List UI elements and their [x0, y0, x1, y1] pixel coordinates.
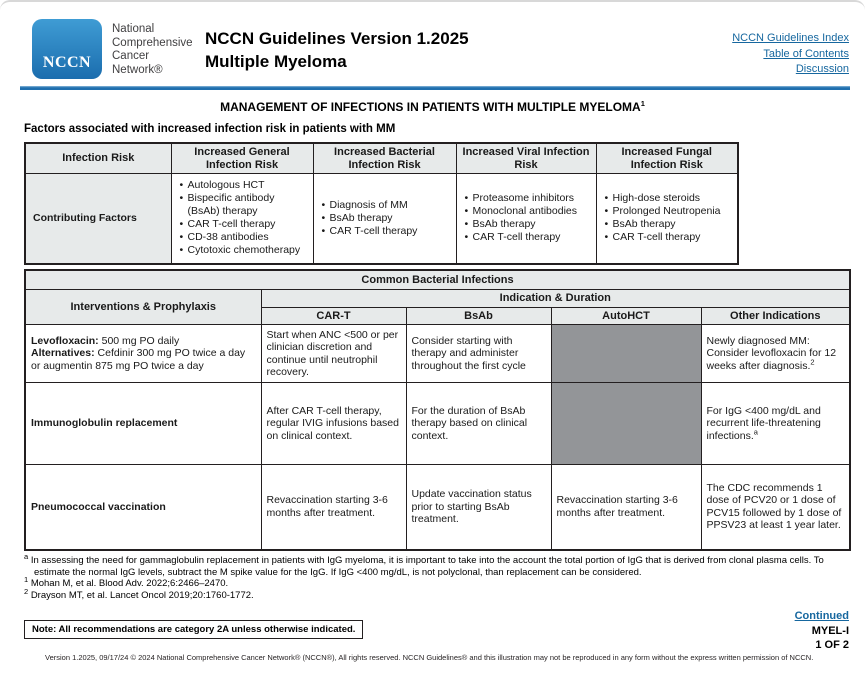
- bullet-item: • CAR T-cell therapy: [321, 225, 451, 238]
- document-title-line2: Multiple Myeloma: [205, 52, 347, 71]
- bacterial-factors-list: [319, 198, 451, 239]
- immunoglobulin-term: Immunoglobulin replacement: [31, 417, 178, 430]
- bullet-item: • Diagnosis of MM: [321, 199, 451, 212]
- section-subtitle: Factors associated with increased infection risk in patients with MM: [24, 123, 396, 135]
- pneumococcal-term: Pneumococcal vaccination: [31, 500, 166, 513]
- cell-general-factors: [171, 174, 313, 264]
- immunoglobulin-row: [25, 383, 850, 465]
- bacterial-infections-table: [24, 269, 851, 551]
- group-header-indication-duration: Indication & Duration: [261, 289, 850, 307]
- bullet-item: • CAR T-cell therapy: [464, 231, 591, 244]
- immunoglobulin-other-text: For IgG <400 mg/dL and recurrent life-threatening infections.: [706, 404, 821, 442]
- link-discussion[interactable]: Discussion: [795, 63, 849, 75]
- cell-levofloxacin-label: [25, 325, 261, 383]
- column-header-other-indications: Other Indications: [701, 307, 850, 325]
- fungal-factors-list: [602, 191, 733, 245]
- contributing-factors-row: [25, 174, 738, 264]
- footnote-1-text: Mohan M, et al. Blood Adv. 2022;6:2466–2470.: [30, 578, 229, 589]
- cell-levofloxacin-other: [701, 325, 850, 383]
- footnote-2-text: Drayson MT, et al. Lancet Oncol 2019;20:1760-1772.: [30, 589, 254, 601]
- nccn-logo: [32, 19, 102, 79]
- column-header-autohct: AutoHCT: [551, 307, 701, 325]
- infection-risk-table: [24, 142, 739, 265]
- cell-immunoglobulin-bsab: For the duration of BsAb therapy based on clinical context.: [406, 383, 551, 465]
- cell-levofloxacin-bsab: Consider starting with therapy and administer throughout the first cycle: [406, 325, 551, 383]
- cell-bacterial-factors: [313, 174, 456, 264]
- footnote-2-marker: 2: [24, 586, 29, 596]
- bullet-item: • Proteasome inhibitors: [464, 192, 591, 205]
- org-name-line: Comprehensive: [112, 36, 193, 49]
- bullet-item: • CAR T-cell therapy: [604, 231, 733, 244]
- column-header-car-t: CAR-T: [261, 307, 406, 325]
- bullet-item: • BsAb therapy: [321, 212, 451, 225]
- org-name-line: National: [112, 23, 155, 35]
- cell-pneumococcal-autohct: Revaccination starting 3-6 months after treatment.: [551, 465, 701, 550]
- footnote-a: [24, 551, 848, 578]
- footnote-ref-2: 2: [810, 357, 815, 367]
- footnote-2: [24, 586, 848, 602]
- footnotes: [24, 551, 848, 601]
- levofloxacin-row: [25, 325, 850, 383]
- column-header-bacterial: Increased Bacterial Infection Risk: [313, 143, 456, 174]
- org-name-line: Cancer: [112, 50, 150, 62]
- general-factors-list: [177, 178, 308, 258]
- alternatives-text: Cefdinir 300 mg PO twice a day or augmentin 875 mg PO twice a day: [31, 347, 246, 372]
- column-header-infection-risk: Infection Risk: [25, 143, 171, 174]
- page-title-footnote-ref: 1: [640, 99, 645, 108]
- column-header-interventions: Interventions & Prophylaxis: [25, 289, 261, 325]
- category-note: Note: All recommendations are category 2A unless otherwise indicated.: [24, 620, 363, 639]
- alternatives-term: Alternatives:: [31, 347, 95, 360]
- page-title-text: MANAGEMENT OF INFECTIONS IN PATIENTS WITH MULTIPLE MYELOMA: [220, 100, 641, 114]
- nccn-logo-text: NCCN: [42, 54, 92, 71]
- bullet-item: • Monoclonal antibodies: [464, 205, 591, 218]
- column-header-viral: Increased Viral Infection Risk: [456, 143, 596, 174]
- table-title: Common Bacterial Infections: [25, 270, 850, 289]
- bullet-item: • Prolonged Neutropenia: [604, 205, 733, 218]
- document-title: [205, 27, 469, 73]
- bullet-item: • High-dose steroids: [604, 192, 733, 205]
- pneumococcal-row: [25, 465, 850, 550]
- cell-levofloxacin-car-t: Start when ANC <500 or per clinician discretion and continue until neutrophil recovery.: [261, 325, 406, 383]
- page-navigation: [795, 609, 849, 653]
- table-title-row: [25, 270, 850, 289]
- cell-pneumococcal-car-t: Revaccination starting 3-6 months after treatment.: [261, 465, 406, 550]
- cell-levofloxacin-autohct-na: [551, 325, 701, 383]
- row-label-contributing-factors: Contributing Factors: [25, 174, 171, 264]
- header-divider: [20, 86, 850, 90]
- cell-fungal-factors: [596, 174, 738, 264]
- column-header-bsab: BsAb: [406, 307, 551, 325]
- levofloxacin-line1: [31, 335, 256, 348]
- header-links: [732, 31, 849, 78]
- column-header-general: Increased General Infection Risk: [171, 143, 313, 174]
- levofloxacin-other-text: Newly diagnosed MM: Consider levofloxacin for 12 weeks after diagnosis.: [706, 334, 837, 372]
- bullet-item: • Bispecific antibody (BsAb) therapy: [179, 192, 308, 218]
- bullet-item: • CAR T-cell therapy: [179, 218, 308, 231]
- cell-pneumococcal-label: [25, 465, 261, 550]
- page-title: [0, 100, 865, 114]
- org-name-line: Network®: [112, 63, 163, 76]
- levofloxacin-line2: [31, 347, 256, 372]
- bullet-item: • CD-38 antibodies: [179, 231, 308, 244]
- bullet-item: • BsAb therapy: [464, 218, 591, 231]
- bullet-item: • Cytotoxic chemotherapy: [179, 244, 308, 257]
- bullet-item: • Autologous HCT: [179, 179, 308, 192]
- footnote-a-text: In assessing the need for gammaglobulin replacement in patients with IgG myeloma, it is important to take into the account the total portion of IgG that is derived from clonal plasma cells. To estimate the normal IgG levels, subtract the M spike value for the IgG. If IgG <400 mg/dL, is not polyclonal, than replacement can be considered.: [30, 555, 824, 578]
- risk-table-header-row: [25, 143, 738, 174]
- page-code: MYEL-I: [811, 624, 849, 637]
- cell-immunoglobulin-label: [25, 383, 261, 465]
- link-table-of-contents[interactable]: Table of Contents: [763, 47, 849, 60]
- cell-pneumococcal-bsab: Update vaccination status prior to starting BsAb treatment.: [406, 465, 551, 550]
- group-header-row: [25, 289, 850, 307]
- footnote-1-marker: 1: [24, 574, 29, 584]
- cell-pneumococcal-other: The CDC recommends 1 dose of PCV20 or 1 dose of PCV15 followed by 1 dose of PPSV23 at least 1 year later.: [701, 465, 850, 550]
- column-header-fungal: Increased Fungal Infection Risk: [596, 143, 738, 174]
- footnote-1: [24, 574, 848, 590]
- footnote-a-marker: a: [24, 551, 29, 561]
- cell-immunoglobulin-car-t: After CAR T-cell therapy, regular IVIG infusions based on clinical context.: [261, 383, 406, 465]
- cell-immunoglobulin-autohct-na: [551, 383, 701, 465]
- levofloxacin-dose: 500 mg PO daily: [98, 334, 180, 347]
- bullet-item: • BsAb therapy: [604, 218, 733, 231]
- document-title-line1: NCCN Guidelines Version 1.2025: [205, 29, 469, 48]
- link-guidelines-index[interactable]: NCCN Guidelines Index: [732, 32, 849, 44]
- viral-factors-list: [462, 191, 591, 245]
- copyright-notice: Version 1.2025, 09/17/24 © 2024 National Comprehensive Cancer Network® (NCCN®), All rights reserved. NCCN Guidelines® and this illustration may not be reproduced in any form without the express written permission of NCCN.: [45, 653, 814, 662]
- footnote-ref-a: a: [753, 427, 758, 437]
- cell-immunoglobulin-other: [701, 383, 850, 465]
- continued-link[interactable]: Continued: [794, 610, 849, 622]
- levofloxacin-term: Levofloxacin:: [31, 334, 99, 347]
- page-number: 1 OF 2: [815, 639, 849, 651]
- org-name: [112, 23, 193, 77]
- cell-viral-factors: [456, 174, 596, 264]
